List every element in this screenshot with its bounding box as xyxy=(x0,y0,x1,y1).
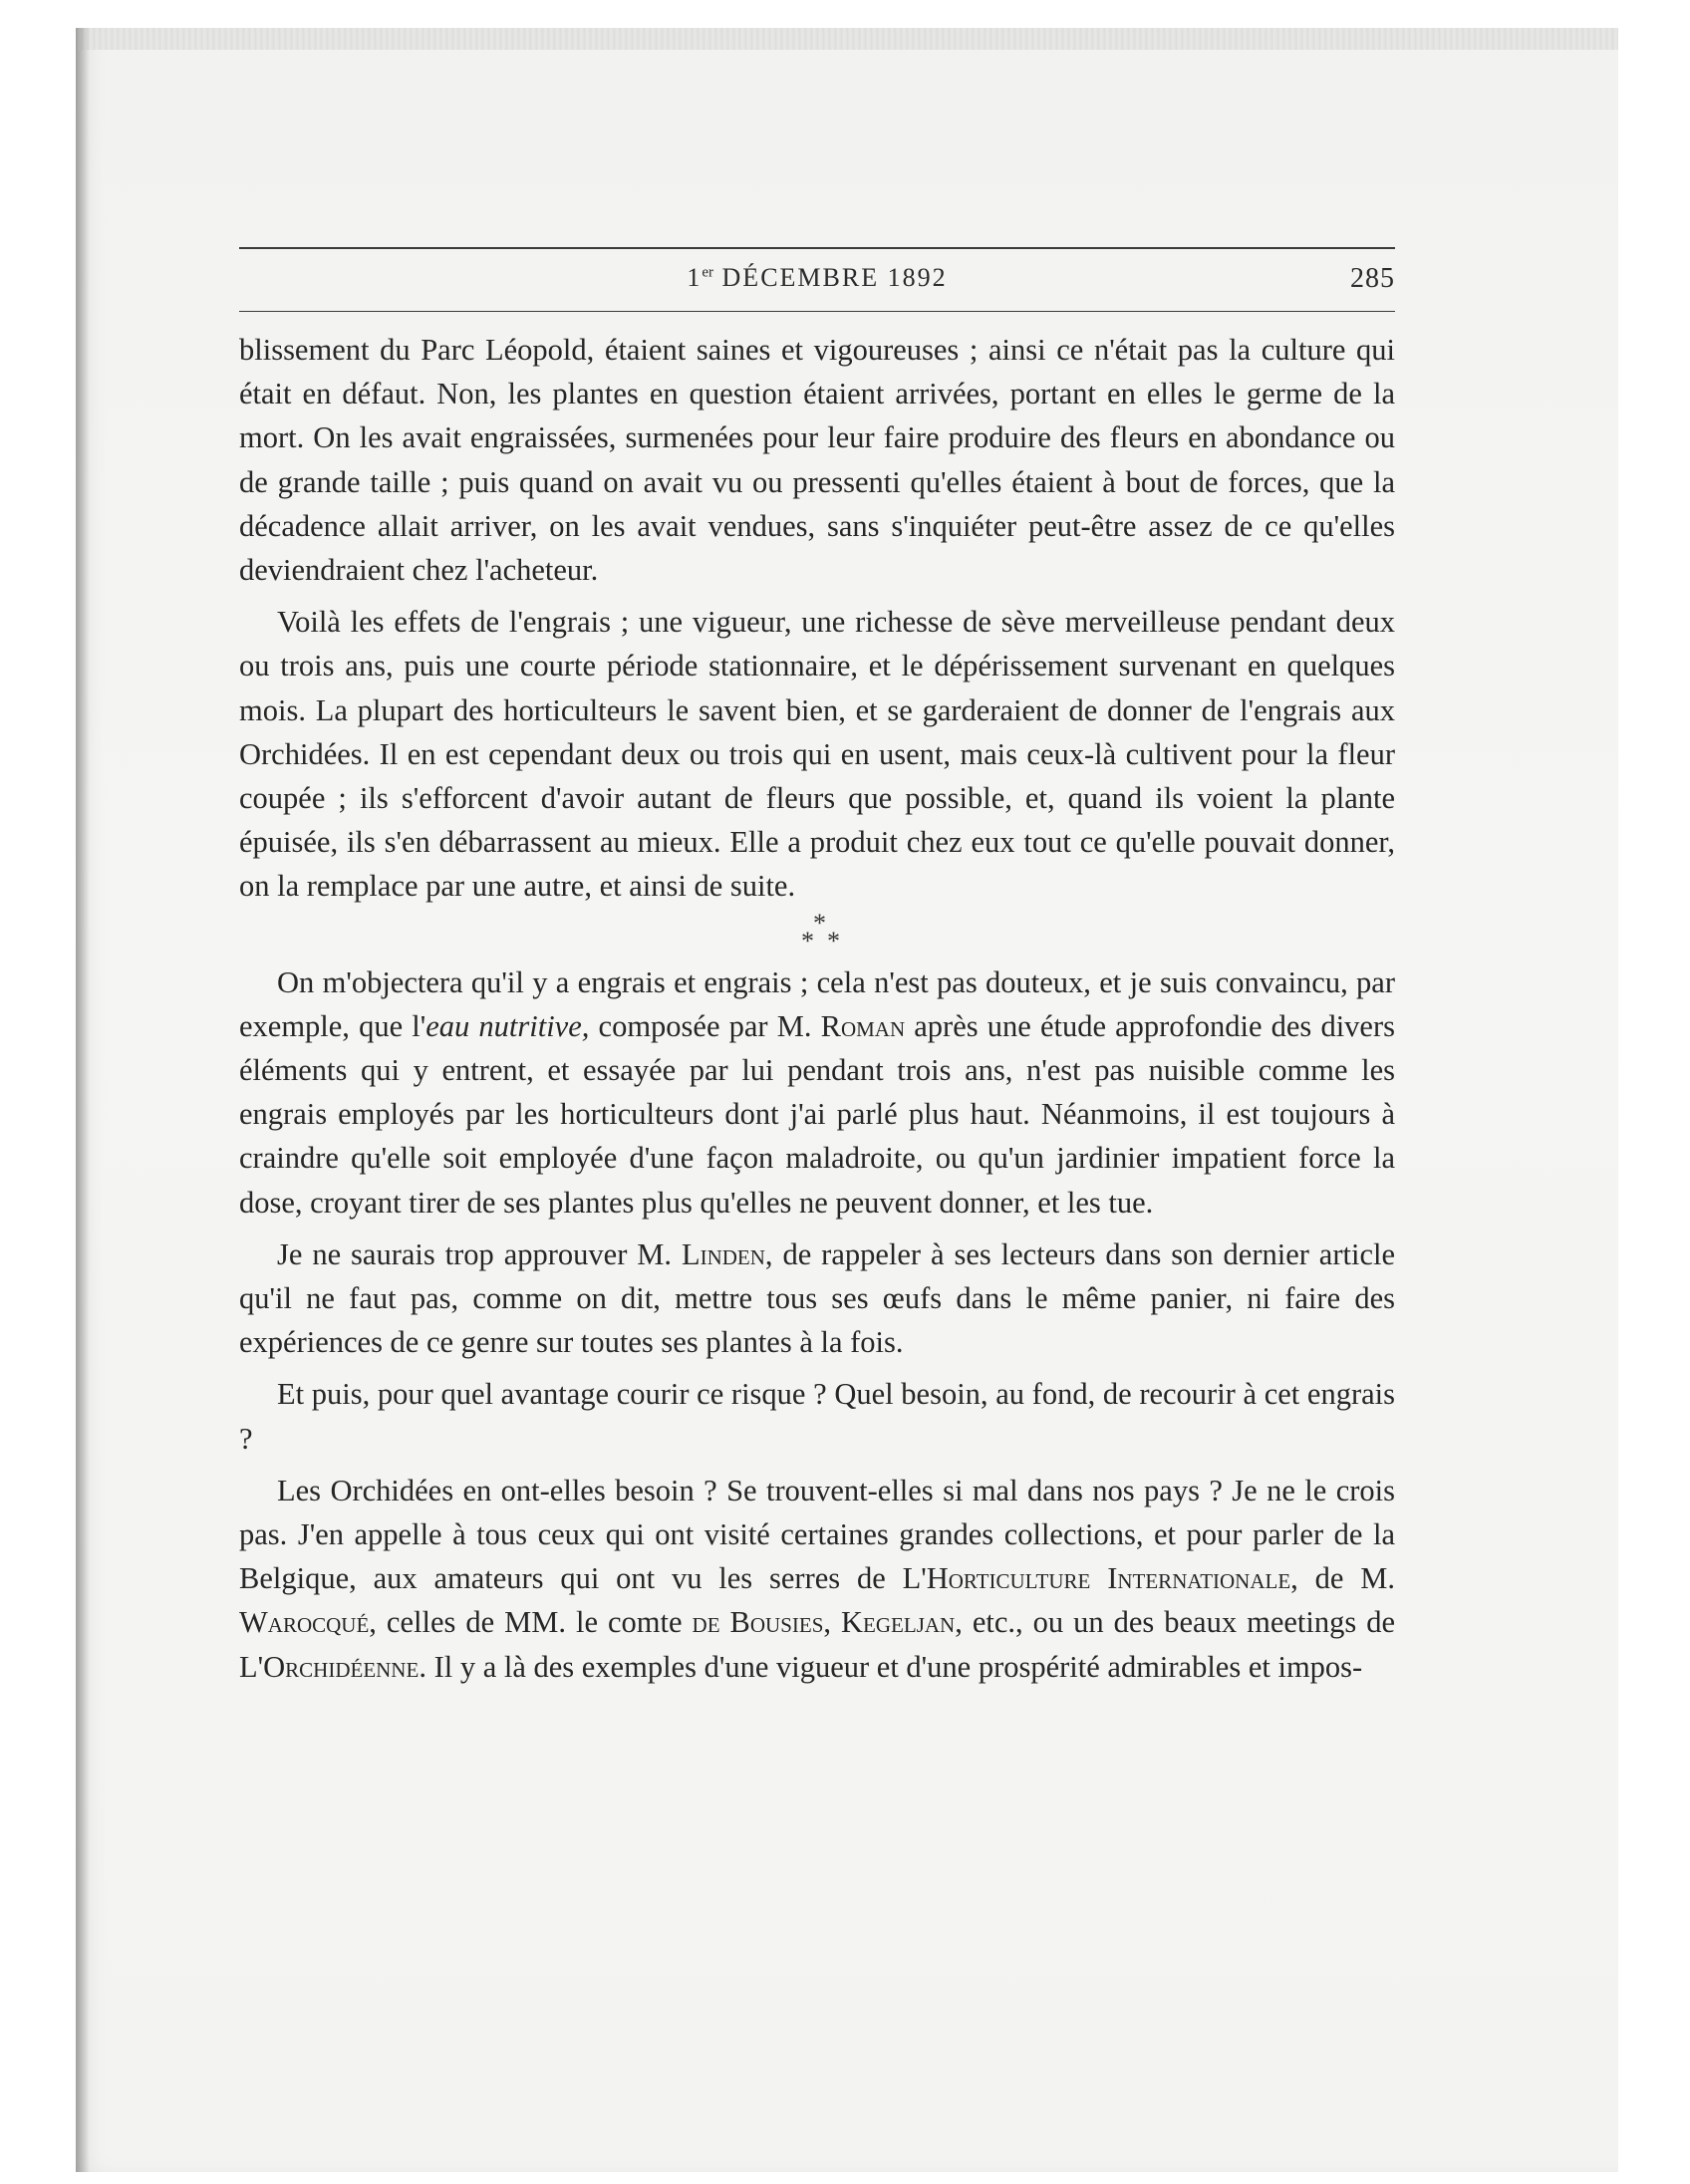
person-name: Kegeljan xyxy=(841,1605,956,1640)
paragraph-belgium-collections xyxy=(239,1469,1395,1689)
document-page xyxy=(239,247,1395,1689)
date-ordinal: er xyxy=(702,264,714,281)
person-name: Warocqué xyxy=(239,1605,370,1640)
asterism-star: * xyxy=(801,926,814,956)
text-run: , de M. xyxy=(1290,1561,1395,1596)
scan-binding-shadow xyxy=(76,28,90,2172)
paragraph-engrais-effects: Voilà les effets de l'engrais ; une vigueur, une richesse de sève merveilleuse pendant deux ou trois ans, puis une courte période stationnaire, et le dépérissement survenant en quelques mois. La plupart des horticulteurs le savent bien, et se garderaient de donner de l'engrais aux Orchidées. Il en est cependant deux ou trois qui en usent, mais ceux-là cultivent pour la fleur coupée ; ils s'efforcent d'avoir autant de fleurs que possible, et, quand ils voient la plante épuisée, ils s'en débarrassent au mieux. Elle a produit chez eux tout ce qu'elle pouvait donner, on la remplace par une autre, et ainsi de suite. xyxy=(239,605,1395,904)
text-run: composée par M. xyxy=(589,1008,821,1043)
date-month-year: DÉCEMBRE 1892 xyxy=(713,263,948,292)
section-break-asterism xyxy=(239,908,1395,956)
person-name: Roman xyxy=(820,1008,906,1043)
italic-term: eau nutritive, xyxy=(425,1008,590,1043)
header-date xyxy=(239,263,1395,293)
institution-name: L'Orchidéenne xyxy=(239,1649,420,1684)
text-run: , etc., ou un des beaux meetings de xyxy=(955,1605,1395,1640)
person-name: de Bousies xyxy=(692,1605,824,1640)
paragraph-risk-question: Et puis, pour quel avantage courir ce risque ? Quel besoin, au fond, de recourir à cet engrais ? xyxy=(239,1377,1395,1456)
text-run: , de rappeler à ses lecteurs dans son dernier article qu'il ne faut pas, comme on dit, mettre tous ses œufs dans le même panier, ni faire des expériences de ce genre sur toutes ses plantes à la fois. xyxy=(239,1236,1396,1360)
person-name: Linden xyxy=(681,1236,765,1271)
text-run: , celles de MM. le comte xyxy=(369,1605,693,1640)
text-run: On m'objectera qu'il y a engrais et engrais ; cela n'est pas douteux, et je suis convaincu, par exemple, que l' xyxy=(239,964,1395,1043)
page-number: 285 xyxy=(1350,263,1395,294)
date-day: 1 xyxy=(687,263,703,292)
text-run: Je ne saurais trop approuver M. xyxy=(277,1236,682,1271)
text-run: Les Orchidées en ont-elles besoin ? Se trouvent-elles si mal dans nos pays ? Je ne le crois pas. J'en appelle à tous ceux qui ont visité certaines grandes collections, et pour parler de la Belgique, aux amateurs qui ont vu les serres de xyxy=(239,1473,1395,1596)
running-header xyxy=(239,247,1395,312)
text-run: . Il y a là des exemples d'une vigueur et d'une prospérité admirables et impos- xyxy=(419,1649,1363,1684)
paragraph-linden xyxy=(239,1232,1395,1365)
paragraph-eau-nutritive xyxy=(239,960,1395,1225)
article-body xyxy=(239,328,1395,1689)
text-run: , xyxy=(823,1605,842,1640)
institution-name: L'Horticulture Internationale xyxy=(902,1561,1291,1596)
paragraph-continuation: blissement du Parc Léopold, étaient saines et vigoureuses ; ainsi ce n'était pas la culture qui était en défaut. Non, les plantes en question étaient arrivées, portant en elles le germe de la mort. On les avait engraissées, surmenées pour leur faire produire des fleurs en abondance ou de grande taille ; puis quand on avait vu ou pressenti qu'elles étaient à bout de forces, que la décadence allait arriver, on les avait vendues, sans s'inquiéter peut-être assez de ce qu'elles deviendraient chez l'acheteur. xyxy=(239,333,1395,588)
asterism-star: * xyxy=(813,908,826,938)
text-run: après une étude approfondie des divers éléments qui y entrent, et essayée par lui pendant trois ans, n'est pas nuisible comme les engrais employés par les horticulteurs dont j'ai parlé plus haut. Néanmoins, il est toujours à craindre qu'elle soit employée d'une façon maladroite, ou qu'un jardinier impatient force la dose, croyant tirer de ses plantes plus qu'elles ne peuvent donner, et les tue. xyxy=(239,1008,1395,1220)
asterism-star: * xyxy=(827,926,840,956)
scan-edge-strip xyxy=(76,28,1618,50)
